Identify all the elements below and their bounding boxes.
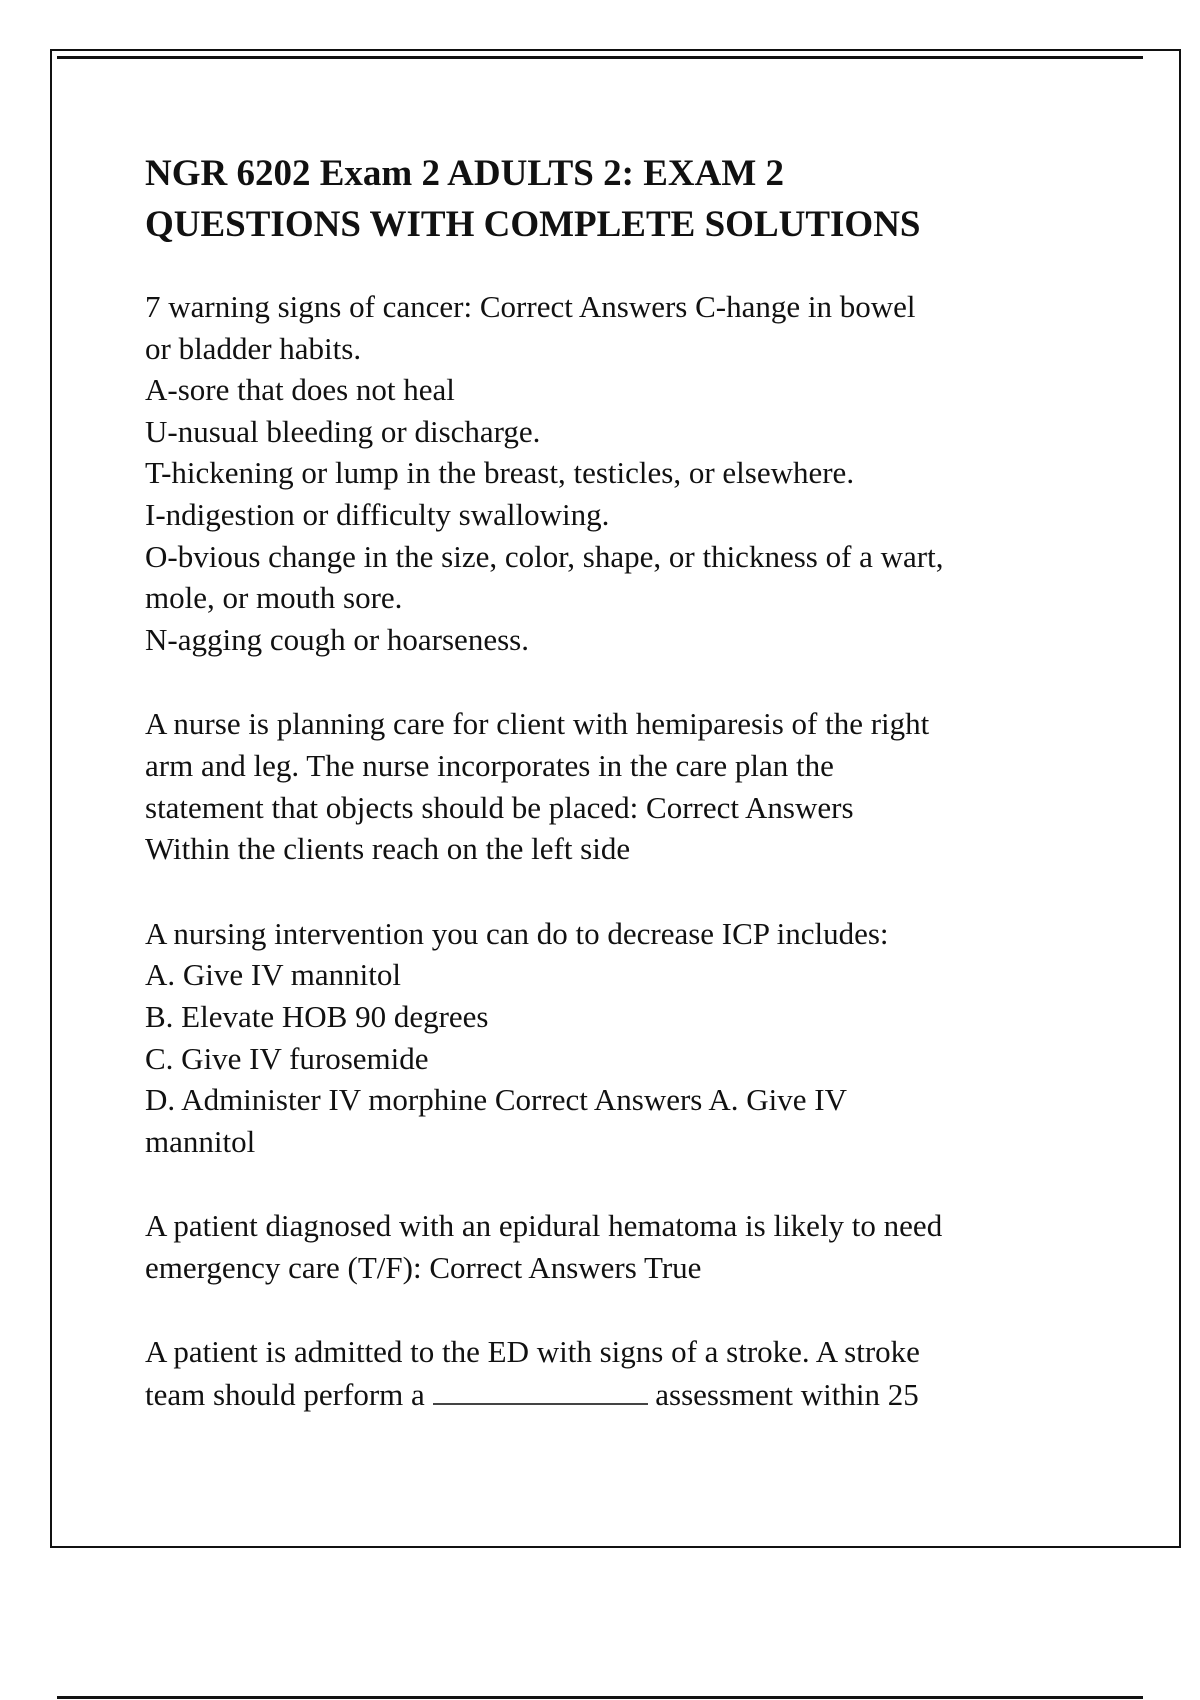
text-line: mannitol [145, 1123, 256, 1159]
question-stroke-assessment [145, 1331, 1145, 1415]
text-fragment: assessment within 25 [647, 1377, 919, 1413]
text-line: A-sore that does not heal [145, 372, 455, 408]
text-line: U-nusual bleeding or discharge. [145, 413, 541, 449]
document-body [145, 148, 1145, 1416]
text-line: arm and leg. The nurse incorporates in the care plan the [145, 747, 834, 783]
text-line: T-hickening or lump in the breast, testicles, or elsewhere. [145, 455, 855, 491]
text-line: A patient diagnosed with an epidural hematoma is likely to need [145, 1208, 943, 1244]
title-line-2: QUESTIONS WITH COMPLETE SOLUTIONS [145, 204, 921, 245]
text-line: A patient is admitted to the ED with signs of a stroke. A stroke [145, 1334, 920, 1370]
fill-in-blank [433, 1373, 648, 1405]
text-line: B. Elevate HOB 90 degrees [145, 998, 489, 1034]
text-line: or bladder habits. [145, 330, 362, 366]
title-line-1: NGR 6202 Exam 2 ADULTS 2: EXAM 2 [145, 153, 784, 194]
document-title [145, 148, 1145, 250]
text-line [145, 1373, 1145, 1416]
text-line: Within the clients reach on the left side [145, 831, 631, 867]
text-line: mole, or mouth sore. [145, 580, 403, 616]
text-line: N-agging cough or hoarseness. [145, 621, 529, 657]
text-line: 7 warning signs of cancer: Correct Answers C-hange in bowel [145, 289, 916, 324]
question-epidural-hematoma [145, 1205, 1145, 1288]
question-hemiparesis [145, 703, 1145, 869]
question-icp [145, 913, 1145, 1163]
text-line: I-ndigestion or difficulty swallowing. [145, 496, 610, 532]
text-line: C. Give IV furosemide [145, 1040, 429, 1076]
text-line: O-bvious change in the size, color, shape, or thickness of a wart, [145, 538, 944, 574]
question-cancer-warning-signs [145, 286, 1145, 660]
text-fragment: team should perform a [145, 1377, 433, 1413]
text-line: A nurse is planning care for client with hemiparesis of the right [145, 706, 930, 742]
bottom-rule [57, 1696, 1143, 1699]
text-line: D. Administer IV morphine Correct Answers A. Give IV [145, 1082, 847, 1118]
top-rule [57, 56, 1143, 59]
text-line: A nursing intervention you can do to decrease ICP includes: [145, 915, 889, 951]
text-line: A. Give IV mannitol [145, 957, 402, 993]
text-line: statement that objects should be placed: Correct Answers [145, 789, 854, 825]
text-line: emergency care (T/F): Correct Answers True [145, 1249, 702, 1285]
